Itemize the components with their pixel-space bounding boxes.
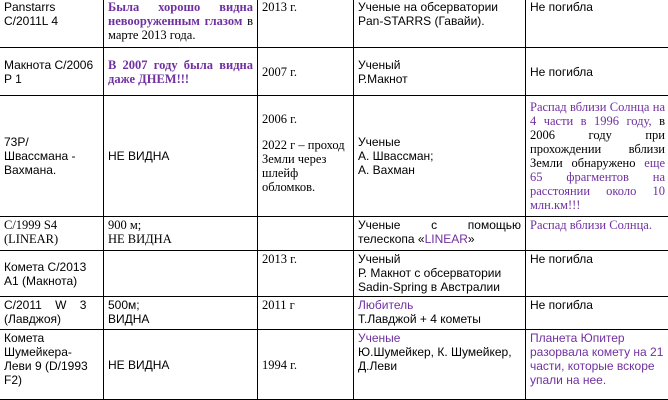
fate-highlight: Планета Юпитер разорвала комету на 21 части, которые вскоре упали на нее. <box>530 331 664 387</box>
comet-name-line: P 1 <box>4 71 22 86</box>
table-row <box>0 96 668 217</box>
fate-cell <box>526 251 668 297</box>
comet-name-line: (LINEAR) <box>4 232 59 246</box>
comet-name-cell <box>0 330 104 400</box>
visibility-cell <box>104 48 258 96</box>
discoverers-line: Ученый <box>358 252 401 266</box>
visibility-text: в марте 2013 года. <box>108 14 253 42</box>
comet-name-line: Вахмана. <box>4 163 57 177</box>
discoverers-cell <box>354 96 526 217</box>
fate-highlight: еще 65 фрагментов на расстоянии около 10 млн.км!!! <box>530 156 665 212</box>
year-text: 2007 г. <box>262 64 297 79</box>
discoverers-line: Р. Макнот с обсерватории Sadin-Spring в Австралии <box>358 266 502 294</box>
visibility-highlight: Была хорошо видна невооруженным глазом <box>108 0 253 28</box>
comet-name-line: Макнота C/2006 <box>4 57 94 72</box>
discoverers-line: А. Вахман <box>358 163 415 177</box>
comet-name-line: Комета C/2013 <box>4 259 87 274</box>
fate-text: Не погибла <box>530 64 593 79</box>
fate-text: в 2006 году при прохождении вблизи Земли обнаружено <box>530 114 665 170</box>
visibility-cell <box>104 251 258 297</box>
comet-name-line: F2) <box>4 373 22 387</box>
visibility-line: 900 м; <box>108 218 142 232</box>
year-text: 2013 г. <box>262 0 297 14</box>
year-text: 1994 г. <box>262 357 297 372</box>
comet-name-line: (Лавджоя) <box>4 312 61 326</box>
year-cell <box>258 251 354 297</box>
discoverers-cell <box>354 48 526 96</box>
comet-name-line: 73P/ <box>4 135 29 149</box>
comet-name-cell <box>0 48 104 96</box>
visibility-cell <box>104 0 258 48</box>
discoverers-line: А. Швассман; <box>358 149 434 163</box>
discoverers-cell <box>354 297 526 330</box>
comet-name-line: C/1999 S4 <box>4 218 58 232</box>
fate-highlight: Распад вблизи Солнца на 4 части в 1996 году, <box>530 100 665 128</box>
discoverers-text: Ученые на обсерватории Pan-STARRS (Гавайи). <box>358 0 498 28</box>
comet-name-line: Шумейкера- <box>4 345 72 359</box>
year-cell <box>258 0 354 48</box>
discoverers-cell <box>354 330 526 400</box>
visibility-text: НЕ ВИДНА <box>108 149 170 163</box>
comet-name-line: C/2011L 4 <box>4 14 59 28</box>
discoverers-line: Ю.Шумейкер, К. Шумейкер, <box>358 345 512 359</box>
visibility-cell <box>104 297 258 330</box>
year-note: 2022 г – проход Земли через шлейф обломков. <box>262 138 345 194</box>
year-cell <box>258 217 354 251</box>
year-cell <box>258 330 354 400</box>
visibility-line: 500м; <box>108 298 140 312</box>
comet-name-cell <box>0 251 104 297</box>
discoverers-text: Ученые с помощью телескопа « <box>358 218 521 246</box>
year-text: 2011 г <box>262 298 295 312</box>
comet-name-line: Комета <box>4 331 45 345</box>
fate-cell <box>526 96 668 217</box>
fate-cell <box>526 0 668 48</box>
discoverers-highlight: Любитель <box>358 298 414 312</box>
comet-name-line: Panstarrs <box>4 0 56 14</box>
visibility-line: ВИДНА <box>108 312 150 326</box>
fate-cell <box>526 330 668 400</box>
year-cell <box>258 48 354 96</box>
discoverers-line: Р.Макнот <box>358 71 408 86</box>
fate-highlight: Распад вблизи Солнца. <box>530 218 652 232</box>
table-row <box>0 0 668 48</box>
comet-name-cell <box>0 217 104 251</box>
comet-name-line: Швассмана - <box>4 149 76 163</box>
visibility-line: НЕ ВИДНА <box>108 232 172 246</box>
comet-name-cell <box>0 0 104 48</box>
discoverers-cell <box>354 217 526 251</box>
visibility-cell <box>104 330 258 400</box>
fate-text: Не погибла <box>530 0 593 14</box>
discoverers-cell <box>354 0 526 48</box>
year-cell <box>258 96 354 217</box>
comet-name-line: A1 (Макнота) <box>4 273 78 288</box>
discoverers-quote-end: » <box>467 232 475 246</box>
fate-cell <box>526 48 668 96</box>
table-row <box>0 297 668 330</box>
discoverers-line: Т.Лавджой + 4 кометы <box>358 312 481 326</box>
year-text: 2013 г. <box>262 252 297 266</box>
fate-cell <box>526 297 668 330</box>
comet-name-cell <box>0 96 104 217</box>
discoverers-line: Д.Леви <box>358 359 398 373</box>
table-row <box>0 251 668 297</box>
discoverers-cell <box>354 251 526 297</box>
fate-text: Не погибла <box>530 298 593 312</box>
table-row <box>0 330 668 400</box>
visibility-cell <box>104 96 258 217</box>
fate-cell <box>526 217 668 251</box>
discoverers-highlight: Ученые <box>358 331 401 345</box>
visibility-cell <box>104 217 258 251</box>
telescope-name: LINEAR <box>424 232 468 246</box>
table-row <box>0 48 668 96</box>
visibility-highlight: В 2007 году была видна даже ДНЕМ!!! <box>108 57 253 86</box>
comet-name-line: Леви 9 (D/1993 <box>4 359 88 373</box>
discoverers-line: Ученый <box>358 57 401 72</box>
discoverers-line: Ученые <box>358 135 401 149</box>
year-text: 2006 г. <box>262 112 297 126</box>
comet-name-cell <box>0 297 104 330</box>
table-row <box>0 217 668 251</box>
visibility-text: НЕ ВИДНА <box>108 357 170 372</box>
year-cell <box>258 297 354 330</box>
comet-name-line: C/2011 W 3 <box>4 298 87 312</box>
fate-text: Не погибла <box>530 252 593 266</box>
